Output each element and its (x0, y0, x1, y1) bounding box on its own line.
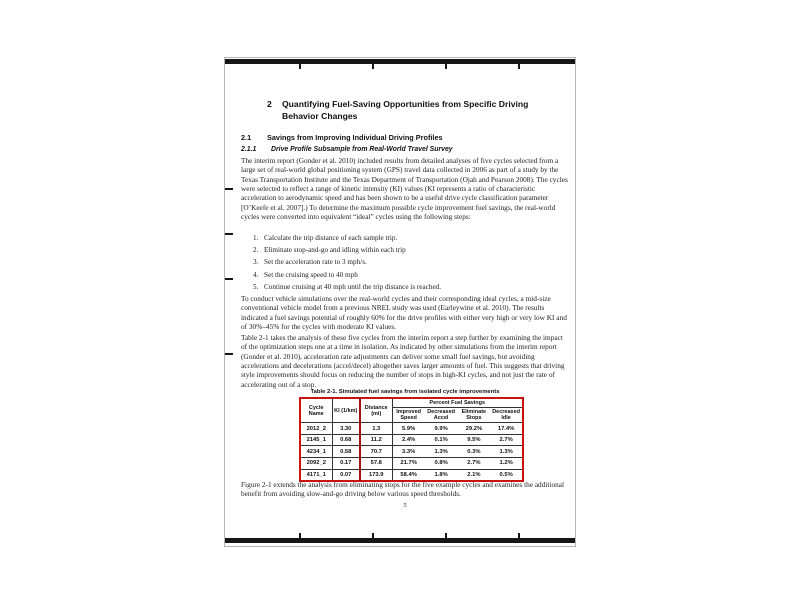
registration-tick (445, 64, 447, 69)
registration-tick (518, 533, 520, 538)
table-cell: 2145_1 (300, 434, 332, 446)
table-cell: 2.7% (499, 437, 513, 444)
subsection-heading (241, 146, 453, 153)
table-cell: 17.4% (497, 425, 515, 432)
registration-tick (225, 278, 233, 280)
registration-tick (225, 233, 233, 235)
paragraph-figure-reference: Figure 2-1 extends the analysis from eliminating stops for the five example cycles and examines the additional benefit from avoiding slow-and-go driving below various speed thresholds. (241, 480, 565, 499)
table-row (300, 434, 523, 446)
table-row (300, 446, 523, 458)
paragraph-intro: The interim report (Gonder et al. 2010) included results from detailed analyses of five cycles selected from a large set of real-world global positioning system (GPS) travel data collected in 2006 as part of a study by the Texas Transportation Institute and the Texas Department of Transportation (Ojah and Pearson 2008). The cycles were selected to reflect a range of kinetic intensity (KI) values (KI represents a ratio of characteristic acceleration to aerodynamic speed and has been shown to be a useful drive cycle classification parameter [O’Keefe et al. 2007].) To determine the maximum possible cycle improvement fuel savings, the real-world cycles were converted into equivalent “ideal” cycles using the following steps: (241, 156, 568, 222)
fuel-savings-table (299, 397, 524, 482)
column-group-header-percent-fuel-savings: Percent Fuel Savings (392, 398, 523, 408)
table-row (300, 458, 523, 470)
registration-tick (225, 353, 233, 355)
table-cell: 58.4% (400, 471, 417, 478)
subsection-number: 2.1.1 (241, 146, 257, 153)
table-cell: 0.5% (499, 471, 513, 478)
table-cell: 3.30 (332, 423, 360, 435)
step-text: Calculate the trip distance of each sample trip. (264, 234, 398, 242)
table-cell: 2.1% (467, 471, 481, 478)
table-caption: Table 2-1. Simulated fuel savings from isolated cycle improvements (310, 389, 500, 395)
table-cell: 4171_1 (300, 469, 332, 481)
chapter-number: 2 (267, 99, 272, 109)
table-cell: 0.07 (332, 469, 360, 481)
table-cell: 1.2% (499, 460, 513, 467)
column-header-improved-speed: Improved Speed (392, 408, 425, 423)
table-cell: 2012_2 (300, 423, 332, 435)
table-cell: 1.3 (360, 423, 392, 435)
page-number: 5 (403, 502, 407, 509)
table-cell: 0.17 (332, 458, 360, 470)
subsection-title: Drive Profile Subsample from Real-World Travel Survey (271, 146, 453, 153)
column-header-decreased-idle: Decreased Idle (490, 408, 523, 423)
registration-tick (225, 188, 233, 190)
step-item (253, 246, 553, 254)
step-number: 3. (253, 258, 259, 267)
step-text: Set the acceleration rate to 3 mph/s. (264, 258, 367, 267)
column-header-ki: KI (1/km) (332, 398, 360, 423)
table-cell: 0.58 (332, 446, 360, 458)
registration-tick (299, 64, 301, 69)
column-header-decreased-accel: Decreased Accel (425, 408, 458, 423)
registration-tick (518, 64, 520, 69)
step-item (253, 283, 553, 291)
step-item (253, 271, 553, 279)
table-cell: 5.9% (402, 425, 416, 432)
table-cell: 9.9% (434, 425, 448, 432)
table-cell: 70.7 (360, 446, 392, 458)
table-cell: 0.8% (434, 460, 448, 467)
table-cell: 11.2 (360, 434, 392, 446)
table-row (300, 469, 523, 481)
table-cell: 1.3% (434, 448, 448, 455)
paragraph-simulation: To conduct vehicle simulations over the real-world cycles and their corresponding ideal cycles, a mid-size conventional vehicle model from a previous NREL study was used (Earleywine et al. 2010). The results indicated a fuel savings potential of roughly 60% for the drive profiles with either very high or very low KI and of 30%–45% for the cycles with moderate KI values. (241, 294, 567, 332)
section-number: 2.1 (241, 133, 252, 142)
scan-edge-bottom (225, 538, 575, 543)
table-cell: 21.7% (400, 460, 417, 467)
step-text: Continue cruising at 40 mph until the trip distance is reached. (264, 282, 442, 291)
table-cell: 0.68 (332, 434, 360, 446)
table-row (300, 423, 523, 435)
step-text: Eliminate stop-and-go and idling within each trip (264, 246, 406, 255)
table-body (300, 423, 523, 481)
scan-edge-top (225, 59, 575, 64)
registration-tick (445, 533, 447, 538)
registration-tick (372, 64, 374, 69)
step-item (253, 258, 553, 266)
step-number: 2. (253, 246, 259, 255)
step-number: 4. (253, 270, 259, 279)
table-header (300, 398, 523, 423)
table-cell: 57.8 (360, 458, 392, 470)
registration-tick (372, 533, 374, 538)
table-cell: 2092_2 (300, 458, 332, 470)
step-text: Set the cruising speed to 40 mph (264, 270, 358, 279)
column-header-distance: Distance (mi) (360, 398, 392, 423)
table-cell: 4234_1 (300, 446, 332, 458)
column-header-cycle-name: Cycle Name (300, 398, 332, 423)
column-header-eliminate-stops: Eliminate Stops (458, 408, 491, 423)
table-cell: 1.8% (434, 471, 448, 478)
table-cell: 3.3% (402, 448, 416, 455)
registration-tick (299, 533, 301, 538)
table-cell: 9.5% (467, 437, 481, 444)
table-cell: 2.7% (467, 460, 481, 467)
table-cell: 29.2% (465, 425, 483, 432)
table-cell: 2.4% (402, 437, 416, 444)
document-page (224, 57, 576, 547)
step-number: 5. (253, 282, 259, 291)
paragraph-table-discussion: Table 2-1 takes the analysis of these five cycles from the interim report a step further by examining the impact of the optimization steps one at a time in isolation. As indicated by other simulations from the interim report (Gonder et al. 2010), acceleration rate adjustments can deliver some small fuel savings, but avoiding accelerations and decelerations (accel/decel) altogether saves larger amounts of fuel. This suggests that driving style improvements should focus on reducing the number of stops in high-KI cycles, and not just the rate of accelerating out of a stop. (241, 333, 565, 389)
table-cell: 0.1% (434, 437, 448, 444)
table-cell: 0.3% (467, 448, 481, 455)
step-item (253, 234, 553, 242)
section-title: Savings from Improving Individual Driving Profiles (267, 133, 443, 142)
step-number: 1. (253, 234, 259, 242)
chapter-heading (267, 99, 567, 122)
chapter-title: Quantifying Fuel-Saving Opportunities from Specific Driving Behavior Changes (282, 99, 529, 121)
section-heading (241, 133, 443, 142)
table-cell: 1.3% (499, 448, 513, 455)
table-cell: 173.9 (360, 469, 392, 481)
ideal-cycle-steps-list (253, 234, 553, 295)
